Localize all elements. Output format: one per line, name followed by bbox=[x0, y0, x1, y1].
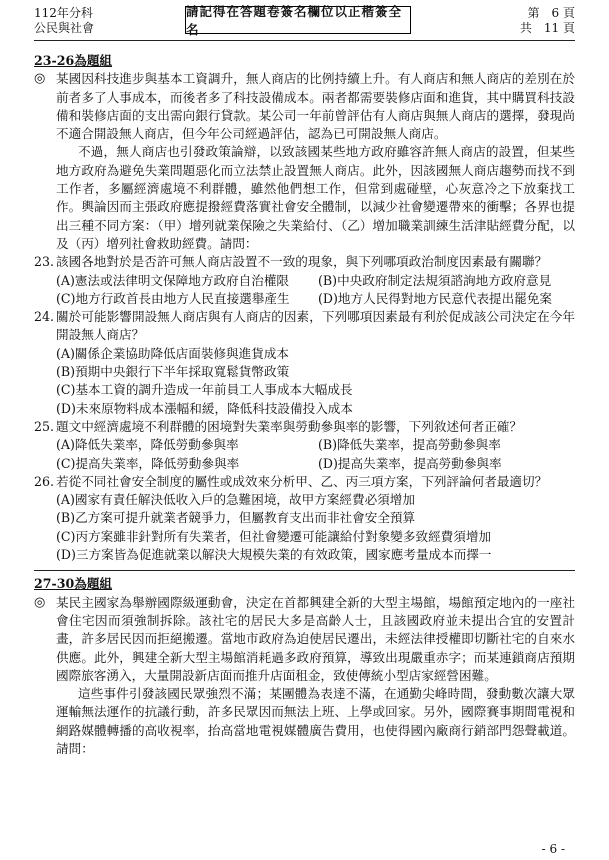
header-right bbox=[520, 6, 575, 36]
option-d: (D)三方案皆為促進就業以解決大規模失業的有效政策，國家應考量成本而擇一 bbox=[56, 547, 492, 563]
question-26 bbox=[34, 473, 575, 491]
option-d: (D)提高失業率，提高勞動參與率 bbox=[318, 455, 502, 471]
question-26-options bbox=[56, 491, 575, 564]
option-d: (D)未來原物料成本漲幅和緩，降低科技設備投入成本 bbox=[56, 400, 353, 416]
question-stem: 若從不同社會安全制度的屬性或成效來分析甲、乙、丙三項方案，下列評論何者最適切？ bbox=[56, 473, 548, 489]
question-number: 25. bbox=[34, 418, 55, 434]
option-b: (B)中央政府制定法規須諮詢地方政府意見 bbox=[318, 272, 552, 288]
option-a: (A)國家有責任解決低收入戶的急難困境，故甲方案經費必須增加 bbox=[56, 492, 415, 508]
option-c: (C)基本工資的調升造成一年前員工人事成本大幅成長 bbox=[56, 382, 353, 398]
question-stem: 關於可能影響開設無人商店與有人商店的因素，下列哪項因素最有利於促成該公司決定在今年開設無人商店？ bbox=[56, 309, 575, 343]
passage-paragraph: 某國因科技進步與基本工資調升，無人商店的比例持續上升。有人商店和無人商店的差別在於前者多了人事成本，而後者多了科技設備成本。兩者都需要裝修店面和進貨，其中購買科技設備和裝修店面的支出需向銀行貸款。某公司一年前曾評估有人商店與無人商店的選擇，發現尚不適合開設無人商店，但今年公司經過評估，認為已可開設無人商店。 bbox=[56, 71, 575, 142]
option-a: (A)降低失業率，降低勞動參與率 bbox=[56, 437, 239, 453]
question-number: 24. bbox=[34, 309, 55, 325]
question-24 bbox=[34, 308, 575, 345]
option-b: (B)預期中央銀行下半年採取寬鬆貨幣政策 bbox=[56, 364, 290, 380]
question-23 bbox=[34, 253, 575, 271]
option-c: (C)丙方案雖非針對所有失業者，但社會變遷可能讓給付對象變多致經費須增加 bbox=[56, 528, 492, 544]
signature-notice: 請記得在答題卷簽名欄位以正楷簽全名 bbox=[186, 4, 403, 37]
group-title: 27-30為題組 bbox=[34, 576, 113, 592]
option-a: (A)關係企業協助降低店面裝修與進貨成本 bbox=[56, 345, 290, 361]
total-pages-label: 共 11 頁 bbox=[519, 21, 575, 35]
option-c: (C)提高失業率，降低勞動參與率 bbox=[56, 455, 240, 471]
passage-paragraph: 某民主國家為舉辦國際級運動會，決定在首都興建全新的大型主場館，場館預定地內的一座社會住宅因而須強制拆除。該社宅的居民大多是高齡人士，且該國政府並未提出合宜的安置計畫，許多居民因而拒絕搬遷。當地市政府為迫使居民遷出，未經法律授權即切斷社宅的自來水供應。此外，興建全新大型主場館消耗過多政府預算，導致出現嚴重赤字；而某連鎖商店預期國際旅客湧入，大量開設新店面而推升店面租金，致使傳統小型店家經營困難。 bbox=[56, 594, 575, 683]
question-25-options bbox=[56, 436, 575, 473]
question-stem: 題文中經濟處境不利群體的困境對失業率與勞動參與率的影響，下列敘述何者正確？ bbox=[56, 418, 522, 434]
subject-name: 公民與社會 bbox=[34, 21, 95, 35]
header-rule bbox=[34, 40, 575, 41]
passage bbox=[34, 70, 575, 143]
question-24-options bbox=[56, 345, 575, 418]
passage bbox=[34, 594, 575, 685]
page-content bbox=[34, 52, 575, 758]
option-d: (D)地方人民得對地方民意代表提出罷免案 bbox=[318, 290, 553, 306]
question-number: 23. bbox=[34, 254, 55, 270]
circle-mark-icon: ◎ bbox=[34, 594, 46, 610]
section-rule bbox=[34, 570, 575, 571]
option-b: (B)乙方案可提升就業者競爭力，但屬教育支出而非社會安全預算 bbox=[56, 510, 416, 526]
passage-paragraph: 這些事件引發該國民眾強烈不滿；某團體為表達不滿，在通勤尖峰時間，發動數次讓大眾運輸無法運作的抗議行動，許多民眾因而無法上班、上學或回家。另外，國際賽事期間電視和網路媒體轉播的高收視率，抬高當地電視媒體廣告費用，也使得國內廠商行銷部門怨聲載道。請問： bbox=[56, 686, 575, 756]
question-number: 26. bbox=[34, 473, 55, 489]
question-23-options bbox=[56, 272, 575, 309]
group-title: 23-26為題組 bbox=[34, 53, 113, 68]
page-label: 第 6 頁 bbox=[527, 6, 575, 20]
circle-mark-icon: ◎ bbox=[34, 71, 46, 87]
exam-year: 112年分科 bbox=[34, 6, 93, 20]
option-b: (B)降低失業率，提高勞動參與率 bbox=[318, 437, 501, 453]
question-stem: 該國各地對於是否許可無人商店設置不一致的現象，與下列哪項政治制度因素最有關聯？ bbox=[56, 254, 548, 270]
page-number: - 6 - bbox=[541, 842, 565, 856]
signature-notice-box bbox=[185, 4, 411, 37]
option-a: (A)憲法或法律明文保障地方政府自治權限 bbox=[56, 272, 290, 288]
question-25 bbox=[34, 418, 575, 436]
option-c: (C)地方行政首長由地方人民直接選舉產生 bbox=[56, 290, 290, 306]
passage-paragraph: 不過，無人商店也引發政策論辯，以致該國某些地方政府雖容許無人商店的設置，但某些地方政府為避免失業問題惡化而立法禁止設置無人商店。此外，因該國無人商店趨勢而找不到工作者，多屬經濟處境不利群體，雖然他們想工作，但常到處碰壁，心灰意冷之下放棄找工作。輿論因而主張政府應提撥經費落實社會安全體制，以減少社會變遷帶來的衝擊；各界也提出三種不同方案：（甲）增列就業保險之失業給付、（乙）增加職業訓練生活津貼經費分配，以及（丙）增列社會救助經費。請問： bbox=[56, 144, 575, 251]
header-left bbox=[34, 6, 94, 36]
